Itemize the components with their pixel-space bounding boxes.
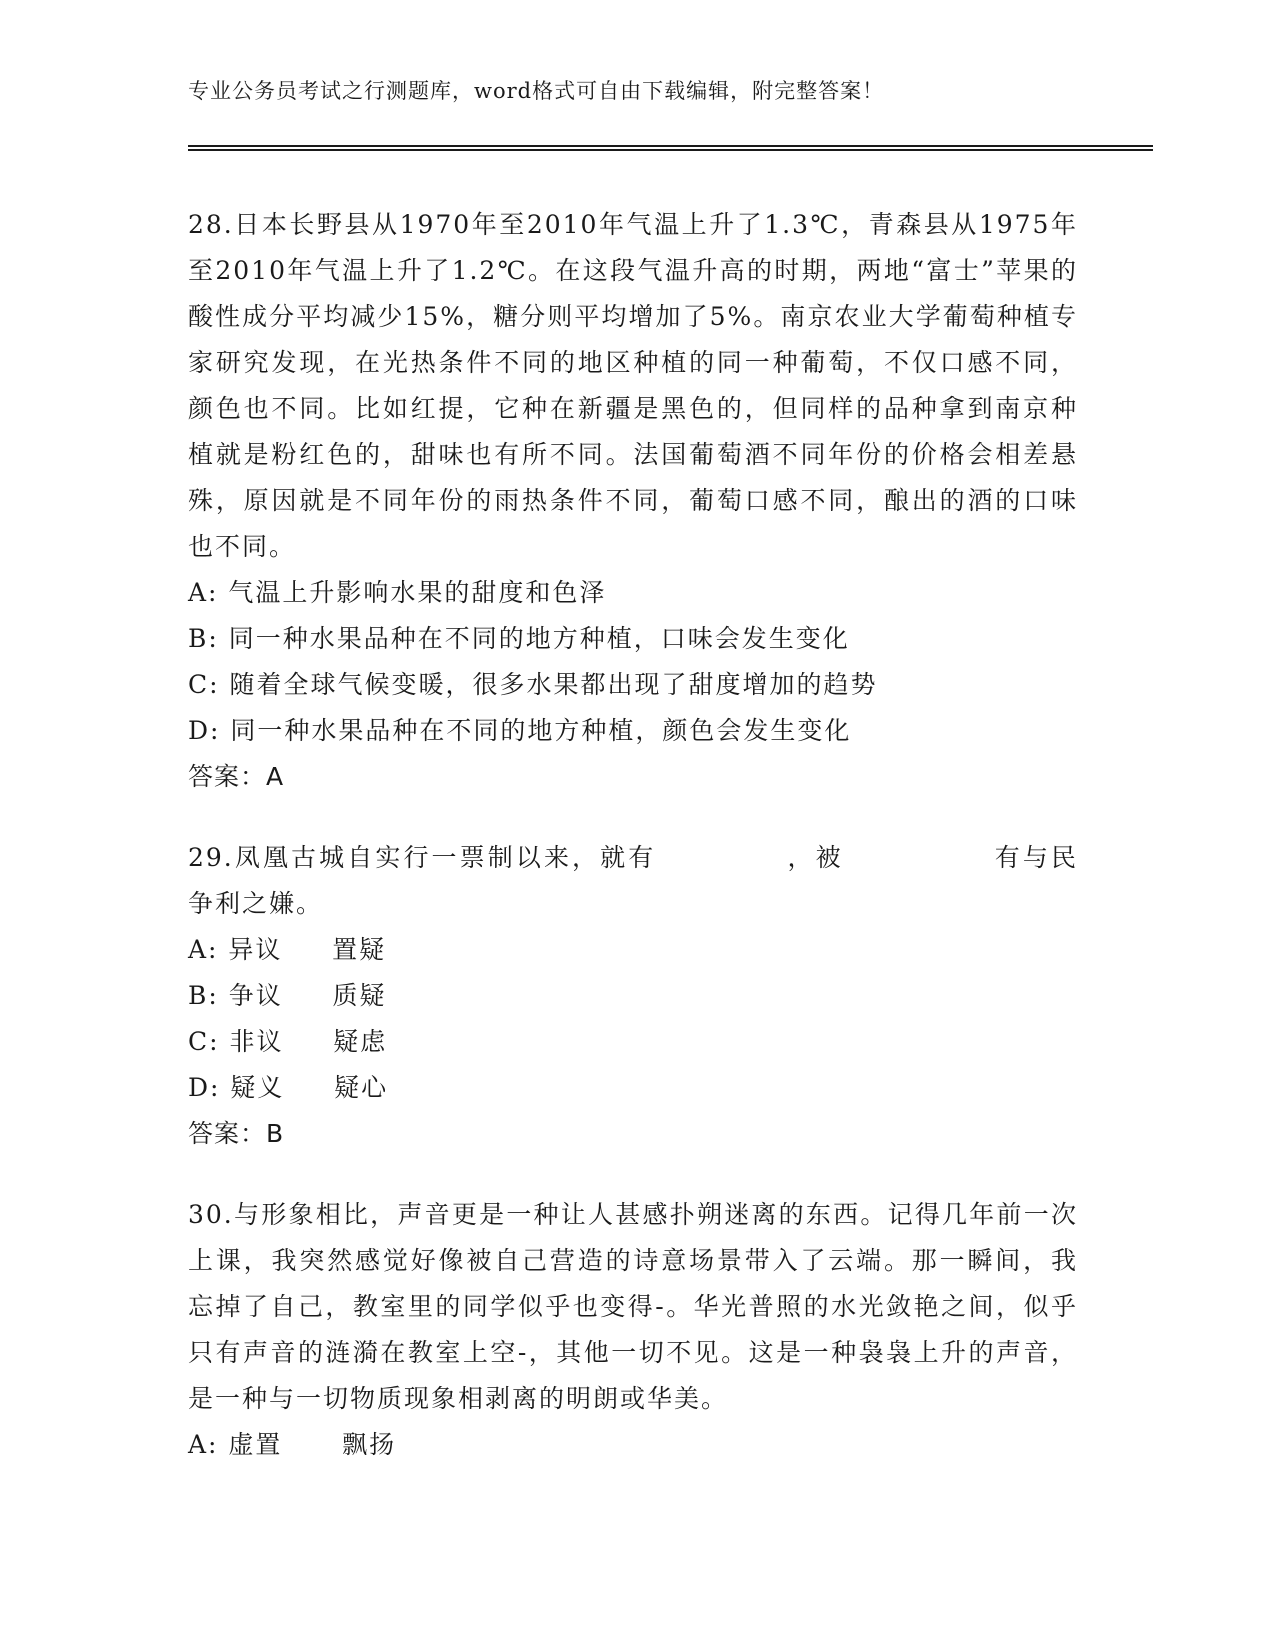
stem-part-2: ，被 (786, 843, 844, 872)
question-stem: 28.日本长野县从1970年至2010年气温上升了1.3℃，青森县从1975年至2010年气温上升了1.2℃。在这段气温升高的时期，两地“富士”苹果的酸性成分平均减少15%，糖分则平均增加了5%。南京农业大学葡萄种植专家研究发现，在光热条件不同的地区种植的同一种葡萄，不仅口感不同，颜色也不同。比如红提，它种在新疆是黑色的，但同样的品种拿到南京种植就是粉红色的，甜味也有所不同。法国葡萄酒不同年份的价格会相差悬殊，原因就是不同年份的雨热条件不同，葡萄口感不同，酿出的酒的口味也不同。 (188, 210, 1078, 561)
stem-part-1: 29.凤凰古城自实行一票制以来，就有 (188, 843, 657, 872)
page-header: 专业公务员考试之行测题库，word格式可自由下载编辑，附完整答案！ (188, 79, 885, 103)
option-a: A: 异议 置疑 (188, 935, 387, 964)
option-a: A: 虚置 飘扬 (188, 1430, 397, 1459)
answer-line: 答案：B (188, 1119, 285, 1148)
question-30 (188, 1192, 1078, 1468)
answer-line: 答案：A (188, 762, 285, 791)
question-28 (188, 202, 1078, 800)
option-b: B: 争议 质疑 (188, 981, 387, 1010)
header-divider (188, 145, 1153, 151)
question-stem: 30.与形象相比，声音更是一种让人甚感扑朔迷离的东西。记得几年前一次上课，我突然感觉好像被自己营造的诗意场景带入了云端。那一瞬间，我忘掉了自己，教室里的同学似乎也变得-。华光普照的水光敛艳之间，似乎只有声音的涟漪在教室上空-，其他一切不见。这是一种袅袅上升的声音，是一种与一切物质现象相剥离的明朗或华美。 (188, 1200, 1078, 1413)
option-a: A: 气温上升影响水果的甜度和色泽 (188, 578, 607, 607)
option-b: B: 同一种水果品种在不同的地方种植，口味会发生变化 (188, 624, 850, 653)
question-29 (188, 835, 1078, 1157)
question-stem (188, 835, 1078, 927)
option-d: D: 同一种水果品种在不同的地方种植，颜色会发生变化 (188, 716, 852, 745)
option-c: C: 非议 疑虑 (188, 1027, 388, 1056)
question-list (188, 202, 1078, 1503)
option-d: D: 疑义 疑心 (188, 1073, 389, 1102)
stem-part-3: 有与民争利之嫌。 (188, 843, 1078, 918)
option-c: C: 随着全球气候变暖，很多水果都出现了甜度增加的趋势 (188, 670, 878, 699)
